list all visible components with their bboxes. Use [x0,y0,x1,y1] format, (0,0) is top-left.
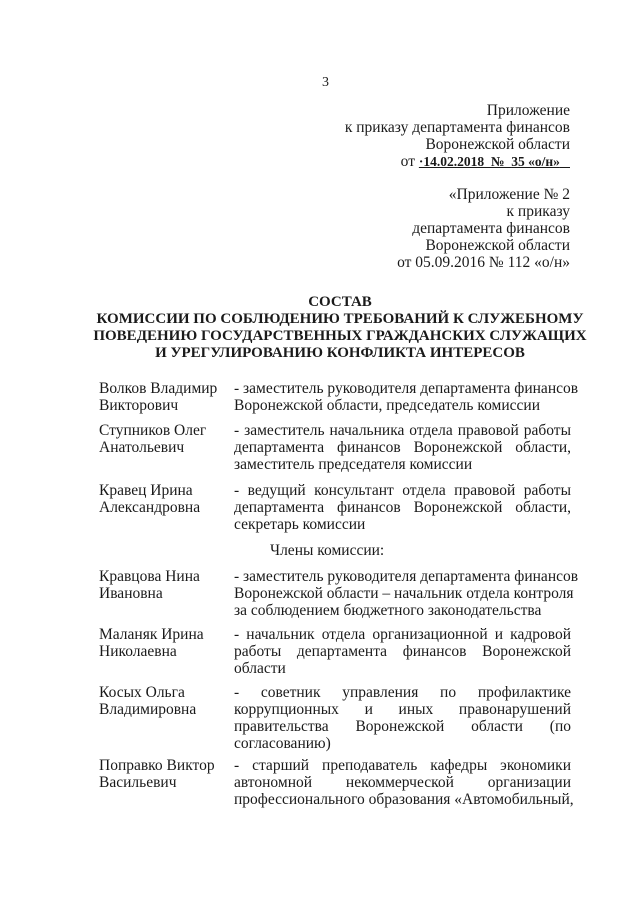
position-line: Воронежской области – начальник отдела контроля [234,585,574,602]
name-line: Викторович [99,397,179,414]
document-title [90,294,590,362]
position-line: автономной некоммерческой организации [234,774,571,791]
position-line: - заместитель руководителя департамента финансов [234,568,579,585]
member-name [99,482,229,516]
appendix-2-header [270,186,570,271]
member-name [99,568,229,602]
name-line: Николаевна [99,643,177,660]
name-line: Ступников Олег [99,422,207,439]
position-line: - советник управления по профилактике [234,684,571,701]
appendix-2-line: от 05.09.2016 № 112 «о/н» [397,254,570,271]
appendix-2-line: Воронежской области [425,237,570,254]
position-line: секретарь комиссии [234,516,366,533]
position-line: профессионального образования «Автомобильный, [234,791,574,808]
appendix-2-line: департамента финансов [412,220,570,237]
title-line: КОМИССИИ ПО СОБЛЮДЕНИЮ ТРЕБОВАНИЙ К СЛУЖЕБНОМУ [96,311,584,327]
appendix-line: Воронежской области [425,136,570,153]
title-line: ПОВЕДЕНИЮ ГОСУДАРСТВЕННЫХ ГРАЖДАНСКИХ СЛУЖАЩИХ [93,328,587,344]
name-line: Волков Владимир [99,380,218,397]
name-line: Александровна [99,499,201,516]
order-underline-tail [560,154,570,169]
position-line: - заместитель начальника отдела правовой работы [234,422,571,439]
position-line: работы департамента финансов Воронежской [234,643,571,660]
name-line: Маланяк Ирина [99,626,204,643]
position-line: - начальник отдела организационной и кадровой [234,626,571,643]
position-line: коррупционных и иных правонарушений [234,701,571,718]
position-line: департамента финансов Воронежской области, [234,499,571,516]
position-line: Воронежской области, председатель комиссии [234,397,540,414]
name-line: Косых Ольга [99,684,185,701]
member-position [234,757,574,808]
member-name [99,626,229,660]
member-name [99,757,229,791]
members-section-label: Члены комиссии: [270,542,385,559]
order-reference [270,153,570,170]
position-line: за соблюдением бюджетного законодательства [234,602,542,619]
member-position [234,380,579,414]
member-name [99,380,229,414]
member-name [99,422,229,456]
member-position [234,482,571,533]
appendix-line: Приложение [486,102,570,119]
name-line: Поправко Виктор [99,757,215,774]
position-line: - ведущий консультант отдела правовой работы [234,482,571,499]
member-position [234,568,579,619]
appendix-2-line: к приказу [506,203,570,220]
title-line: СОСТАВ [308,294,372,310]
position-line: области [234,660,286,677]
position-line: - заместитель руководителя департамента финансов [234,380,579,397]
member-name [99,684,229,718]
name-line: Владимировна [99,701,197,718]
position-line: департамента финансов Воронежской области, [234,439,571,456]
position-line: правительства Воронежской области (по [234,718,571,735]
name-line: Васильевич [99,774,177,791]
title-line: И УРЕГУЛИРОВАНИЮ КОНФЛИКТА ИНТЕРЕСОВ [155,345,525,361]
appendix-line: к приказу департамента финансов [344,119,570,136]
appendix-header [270,102,570,170]
name-line: Кравцова Нина [99,568,200,585]
order-date: ·14.02.2018 [418,154,485,169]
name-line: Ивановна [99,585,163,602]
position-line: - старший преподаватель кафедры экономики [234,757,571,774]
position-line: согласованию) [234,735,331,752]
order-prefix: от [400,153,419,170]
position-line: заместитель председателя комиссии [234,456,473,473]
order-number: 35 «о/н» [511,154,560,169]
page-number: 3 [322,75,329,90]
name-line: Анатольевич [99,439,185,456]
member-position [234,422,571,473]
appendix-2-line: «Приложение № 2 [448,186,570,203]
name-line: Кравец Ирина [99,482,193,499]
member-position [234,626,571,677]
order-no-label: _№_ [484,154,512,169]
member-position [234,684,571,752]
